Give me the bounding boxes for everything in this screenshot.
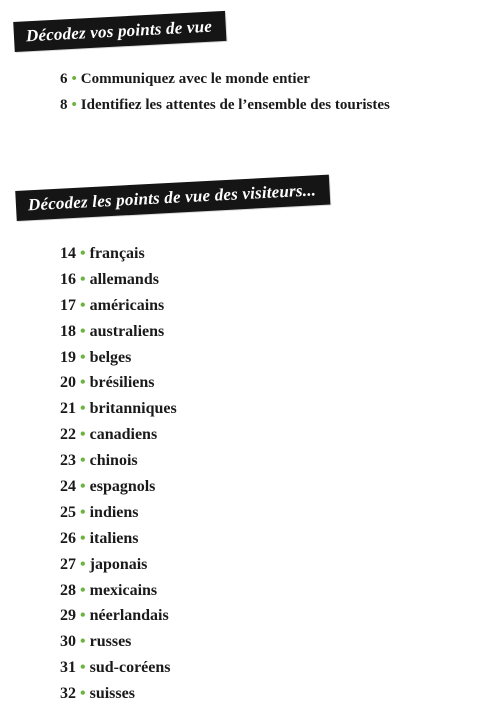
bullet-dot-icon: • xyxy=(80,348,86,366)
entry-label: russes xyxy=(89,633,132,651)
toc-entry[interactable] xyxy=(60,370,177,396)
page-number: 6 xyxy=(60,71,68,87)
bullet-dot-icon: • xyxy=(80,529,86,547)
toc-entry[interactable] xyxy=(60,603,177,629)
toc-entry[interactable] xyxy=(60,293,177,319)
bullet-dot-icon: • xyxy=(80,503,86,521)
bullet-dot-icon: • xyxy=(80,426,86,444)
bullet-dot-icon: • xyxy=(80,270,86,288)
page-number: 25 xyxy=(60,503,76,521)
bullet-dot-icon: • xyxy=(80,400,86,418)
entry-label: britanniques xyxy=(89,400,177,418)
entry-label: français xyxy=(89,245,145,262)
bullet-dot-icon: • xyxy=(80,607,86,625)
toc-entry[interactable] xyxy=(60,267,177,293)
entry-label: mexicains xyxy=(89,581,158,599)
section-title-banner xyxy=(15,175,331,221)
page-number: 32 xyxy=(60,685,76,703)
page-number: 26 xyxy=(60,529,76,547)
toc-entry[interactable] xyxy=(60,552,177,578)
entry-label: brésiliens xyxy=(89,374,155,392)
page-number: 14 xyxy=(60,245,76,262)
entry-label: espagnols xyxy=(89,478,156,496)
toc-entry[interactable] xyxy=(60,655,177,681)
toc-entry[interactable] xyxy=(60,345,177,371)
bullet-dot-icon: • xyxy=(80,633,86,651)
entry-label: néerlandais xyxy=(89,607,169,625)
entry-label: belges xyxy=(89,348,132,366)
page-number: 31 xyxy=(60,659,76,677)
bullet-dot-icon: • xyxy=(80,478,86,496)
page-number: 18 xyxy=(60,322,76,340)
page-number: 21 xyxy=(60,400,76,418)
section-title-banner xyxy=(13,11,227,52)
toc-entry[interactable] xyxy=(60,396,177,422)
bullet-dot-icon: • xyxy=(80,659,86,677)
toc-entry[interactable] xyxy=(60,578,177,604)
bullet-dot-icon: • xyxy=(71,97,77,113)
toc-list-general xyxy=(60,66,390,118)
page-number: 19 xyxy=(60,348,76,366)
page-number: 17 xyxy=(60,296,76,314)
section-title: Décodez les points de vue des visiteurs... xyxy=(27,180,317,215)
bullet-dot-icon: • xyxy=(80,452,86,470)
section-title: Décodez vos points de vue xyxy=(25,16,213,46)
page-number: 27 xyxy=(60,555,76,573)
page-number: 20 xyxy=(60,374,76,392)
page-number: 29 xyxy=(60,607,76,625)
toc-entry[interactable] xyxy=(60,526,177,552)
entry-label: chinois xyxy=(89,452,138,470)
bullet-dot-icon: • xyxy=(80,581,86,599)
toc-entry[interactable] xyxy=(60,241,177,267)
page-number: 16 xyxy=(60,270,76,288)
entry-label: indiens xyxy=(89,503,139,521)
entry-label: australiens xyxy=(89,322,165,340)
entry-label: canadiens xyxy=(89,426,158,444)
page-number: 24 xyxy=(60,478,76,496)
toc-entry[interactable] xyxy=(60,448,177,474)
page-number: 23 xyxy=(60,452,76,470)
bullet-dot-icon: • xyxy=(80,374,86,392)
bullet-dot-icon: • xyxy=(80,296,86,314)
toc-entry[interactable] xyxy=(60,681,177,707)
bullet-dot-icon: • xyxy=(80,685,86,703)
toc-entry[interactable] xyxy=(60,319,177,345)
bullet-dot-icon: • xyxy=(80,245,86,262)
bullet-dot-icon: • xyxy=(80,555,86,573)
toc-entry[interactable] xyxy=(60,92,390,118)
entry-label: Identifiez les attentes de l’ensemble des touristes xyxy=(80,97,390,113)
toc-entry[interactable] xyxy=(60,66,390,92)
entry-label: allemands xyxy=(89,270,159,288)
bullet-dot-icon: • xyxy=(80,322,86,340)
entry-label: américains xyxy=(89,296,165,314)
toc-entry[interactable] xyxy=(60,422,177,448)
entry-label: suisses xyxy=(89,685,135,703)
page-number: 8 xyxy=(60,97,68,113)
entry-label: Communiquez avec le monde entier xyxy=(80,71,310,87)
toc-entry[interactable] xyxy=(60,629,177,655)
page-number: 30 xyxy=(60,633,76,651)
toc-entry[interactable] xyxy=(60,500,177,526)
entry-label: sud-coréens xyxy=(89,659,171,677)
entry-label: italiens xyxy=(89,529,139,547)
bullet-dot-icon: • xyxy=(71,71,77,87)
toc-list-visitors xyxy=(60,241,177,707)
toc-entry[interactable] xyxy=(60,474,177,500)
entry-label: japonais xyxy=(89,555,148,573)
page-number: 28 xyxy=(60,581,76,599)
page-number: 22 xyxy=(60,426,76,444)
